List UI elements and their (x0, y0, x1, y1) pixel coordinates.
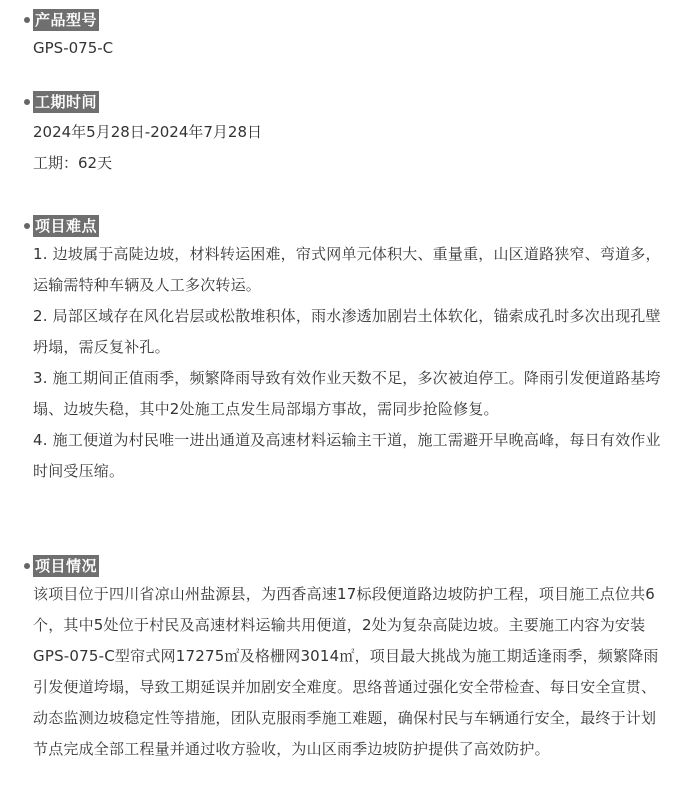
period-duration: 工期：62天 (33, 154, 113, 172)
section-heading-row (0, 91, 682, 115)
product-model-value: GPS-075-C (33, 39, 114, 57)
bullet-icon (24, 223, 30, 229)
difficulty-item: 3. 施工期间正值雨季，频繁降雨导致有效作业天数不足，多次被迫停工。降雨引发便道路基垮塌、边坡失稳，其中2处施工点发生局部塌方事故，需同步抢险修复。 (33, 369, 661, 418)
section-difficulties (0, 215, 682, 487)
section-heading-row (0, 555, 682, 579)
section-heading: 工期时间 (35, 93, 98, 111)
bullet-icon (24, 17, 30, 23)
difficulty-item: 1. 边坡属于高陡边坡，材料转运困难，帘式网单元体积大、重量重，山区道路狭窄、弯道多，运输需特种车辆及人工多次转运。 (33, 245, 661, 294)
section-heading: 项目难点 (35, 217, 98, 235)
section-heading-row (0, 9, 682, 33)
bullet-icon (24, 563, 30, 569)
period-dates: 2024年5月28日-2024年7月28日 (33, 123, 263, 141)
section-heading: 产品型号 (35, 11, 98, 29)
difficulty-item: 4. 施工便道为村民唯一进出通道及高速材料运输主干道，施工需避开早晚高峰，每日有效作业时间受压缩。 (33, 431, 661, 480)
section-overview (0, 555, 682, 765)
overview-body: 该项目位于四川省凉山州盐源县，为西香高速17标段便道路边坡防护工程，项目施工点位共6个，其中5处位于村民及高速材料运输共用便道，2处为复杂高陡边坡。主要施工内容为安装GPS-075-C型帘式网17275㎡及格栅网3014㎡，项目最大挑战为施工期适逢雨季，频繁降雨引发便道垮塌，导致工期延误并加剧安全难度。思络普通过强化安全带检查、每日安全宣贯、动态监测边坡稳定性等措施，团队克服雨季施工难题，确保村民与车辆通行安全，最终于计划节点完成全部工程量并通过收方验收，为山区雨季边坡防护提供了高效防护。 (33, 585, 659, 758)
difficulty-item: 2. 局部区域存在风化岩层或松散堆积体，雨水渗透加剧岩土体软化，锚索成孔时多次出现孔壁坍塌，需反复补孔。 (33, 307, 661, 356)
section-heading: 项目情况 (35, 557, 98, 575)
section-period (0, 91, 682, 179)
section-heading-row (0, 215, 682, 239)
bullet-icon (24, 99, 30, 105)
section-product-model (0, 9, 682, 64)
